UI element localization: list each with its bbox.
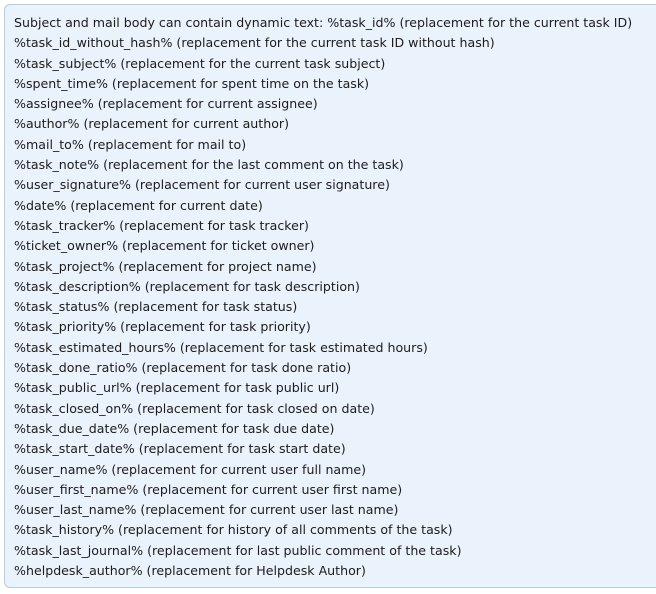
- placeholder-help-box: [4, 4, 656, 588]
- help-line-user-first-name: %user_first_name% (replacement for current user first name): [14, 481, 403, 497]
- help-line-date: %date% (replacement for current date): [14, 197, 263, 213]
- help-line-task-estimated-hours: %task_estimated_hours% (replacement for task estimated hours): [14, 339, 428, 355]
- help-line-task-public-url: %task_public_url% (replacement for task public url): [14, 380, 340, 396]
- help-line-spent-time: %spent_time% (replacement for spent time on the task): [14, 75, 370, 91]
- help-line-user-name: %user_name% (replacement for current user full name): [14, 461, 367, 477]
- help-line-task-note: %task_note% (replacement for the last comment on the task): [14, 157, 404, 173]
- help-line-task-tracker: %task_tracker% (replacement for task tracker): [14, 217, 309, 233]
- help-line-helpdesk-author: %helpdesk_author% (replacement for Helpdesk Author): [14, 563, 366, 579]
- help-line-task-status: %task_status% (replacement for task status): [14, 299, 298, 315]
- help-line-task-due-date: %task_due_date% (replacement for task due date): [14, 420, 335, 436]
- help-line-task-priority: %task_priority% (replacement for task priority): [14, 319, 311, 335]
- help-line-task-history: %task_history% (replacement for history of all comments of the task): [14, 522, 453, 538]
- help-line-task-project: %task_project% (replacement for project name): [14, 258, 317, 274]
- help-line-ticket-owner: %ticket_owner% (replacement for ticket owner): [14, 238, 315, 254]
- help-line-assignee: %assignee% (replacement for current assignee): [14, 96, 318, 112]
- help-line-task-start-date: %task_start_date% (replacement for task start date): [14, 441, 346, 457]
- help-line-task-last-journal: %task_last_journal% (replacement for last public comment of the task): [14, 542, 462, 558]
- help-line-task-subject: %task_subject% (replacement for the current task subject): [14, 55, 386, 71]
- help-line-user-signature: %user_signature% (replacement for current user signature): [14, 177, 390, 193]
- help-line-user-last-name: %user_last_name% (replacement for current user last name): [14, 502, 399, 518]
- help-line-task-description: %task_description% (replacement for task description): [14, 278, 360, 294]
- help-line-task-id-without-hash: %task_id_without_hash% (replacement for the current task ID without hash): [14, 35, 495, 51]
- help-line-author: %author% (replacement for current author): [14, 116, 289, 132]
- help-line-mail-to: %mail_to% (replacement for mail to): [14, 136, 247, 152]
- help-line-task-closed-on: %task_closed_on% (replacement for task closed on date): [14, 400, 375, 416]
- help-line-task-done-ratio: %task_done_ratio% (replacement for task done ratio): [14, 360, 352, 376]
- help-intro-line: Subject and mail body can contain dynamic text: %task_id% (replacement for the current task ID): [14, 15, 633, 30]
